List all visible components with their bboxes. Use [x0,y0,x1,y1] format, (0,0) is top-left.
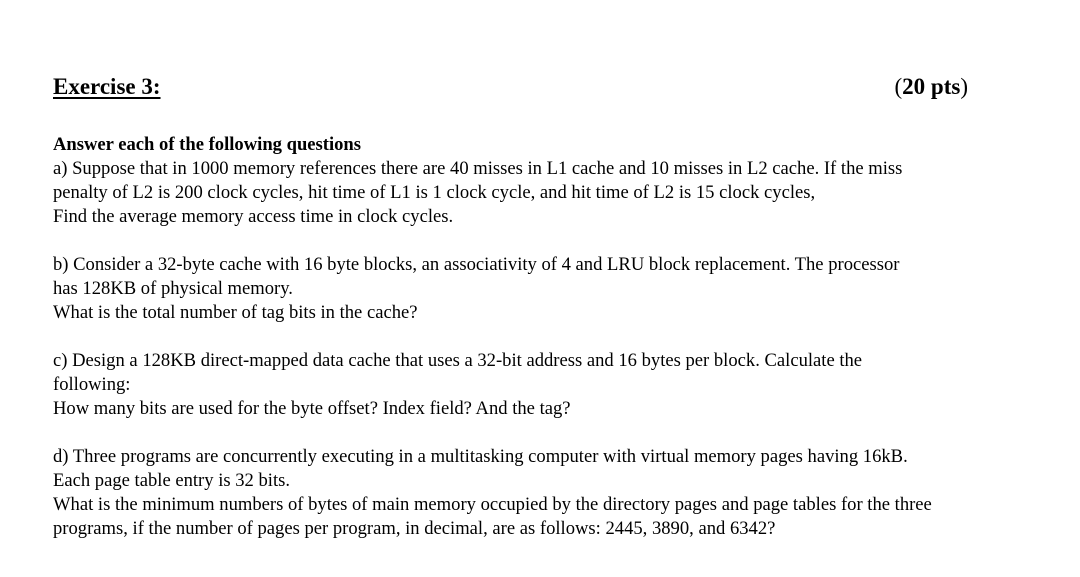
question-d-line-1: d) Three programs are concurrently executing in a multitasking computer with virtual memory pages having 16kB. [53,446,908,467]
question-b-line-2: has 128KB of physical memory. [53,278,293,299]
points-close-paren: ) [960,74,968,99]
question-a [53,157,1053,229]
spacer [53,421,1053,445]
question-d-line-2: Each page table entry is 32 bits. [53,470,290,491]
question-d-line-4: programs, if the number of pages per program, in decimal, are as follows: 2445, 3890, and 6342? [53,518,776,539]
question-a-line-1: a) Suppose that in 1000 memory references there are 40 misses in L1 cache and 10 misses in L2 cache. If the miss [53,158,903,179]
exercise-body [53,133,1053,541]
exercise-title: Exercise 3: [53,74,161,99]
question-c-line-1: c) Design a 128KB direct-mapped data cache that uses a 32-bit address and 16 bytes per block. Calculate the [53,350,863,371]
question-a-line-2: penalty of L2 is 200 clock cycles, hit time of L1 is 1 clock cycle, and hit time of L2 is 15 clock cycles, [53,182,816,203]
question-c-line-2: following: [53,374,131,395]
question-b-line-3: What is the total number of tag bits in the cache? [53,302,418,323]
question-c [53,349,1053,421]
question-b-line-1: b) Consider a 32-byte cache with 16 byte blocks, an associativity of 4 and LRU block replacement. The processor [53,254,900,275]
question-c-line-3: How many bits are used for the byte offset? Index field? And the tag? [53,398,571,419]
instructions-heading: Answer each of the following questions [53,134,362,155]
spacer [53,229,1053,253]
question-d-line-3: What is the minimum numbers of bytes of main memory occupied by the directory pages and page tables for the three [53,494,932,515]
exercise-header [53,74,968,106]
points-label [895,74,969,100]
question-a-line-3: Find the average memory access time in clock cycles. [53,206,454,227]
points-open-paren: ( [894,74,903,99]
spacer [53,325,1053,349]
points-value: 20 pts [902,74,961,99]
question-d [53,445,1053,541]
question-b [53,253,1053,325]
